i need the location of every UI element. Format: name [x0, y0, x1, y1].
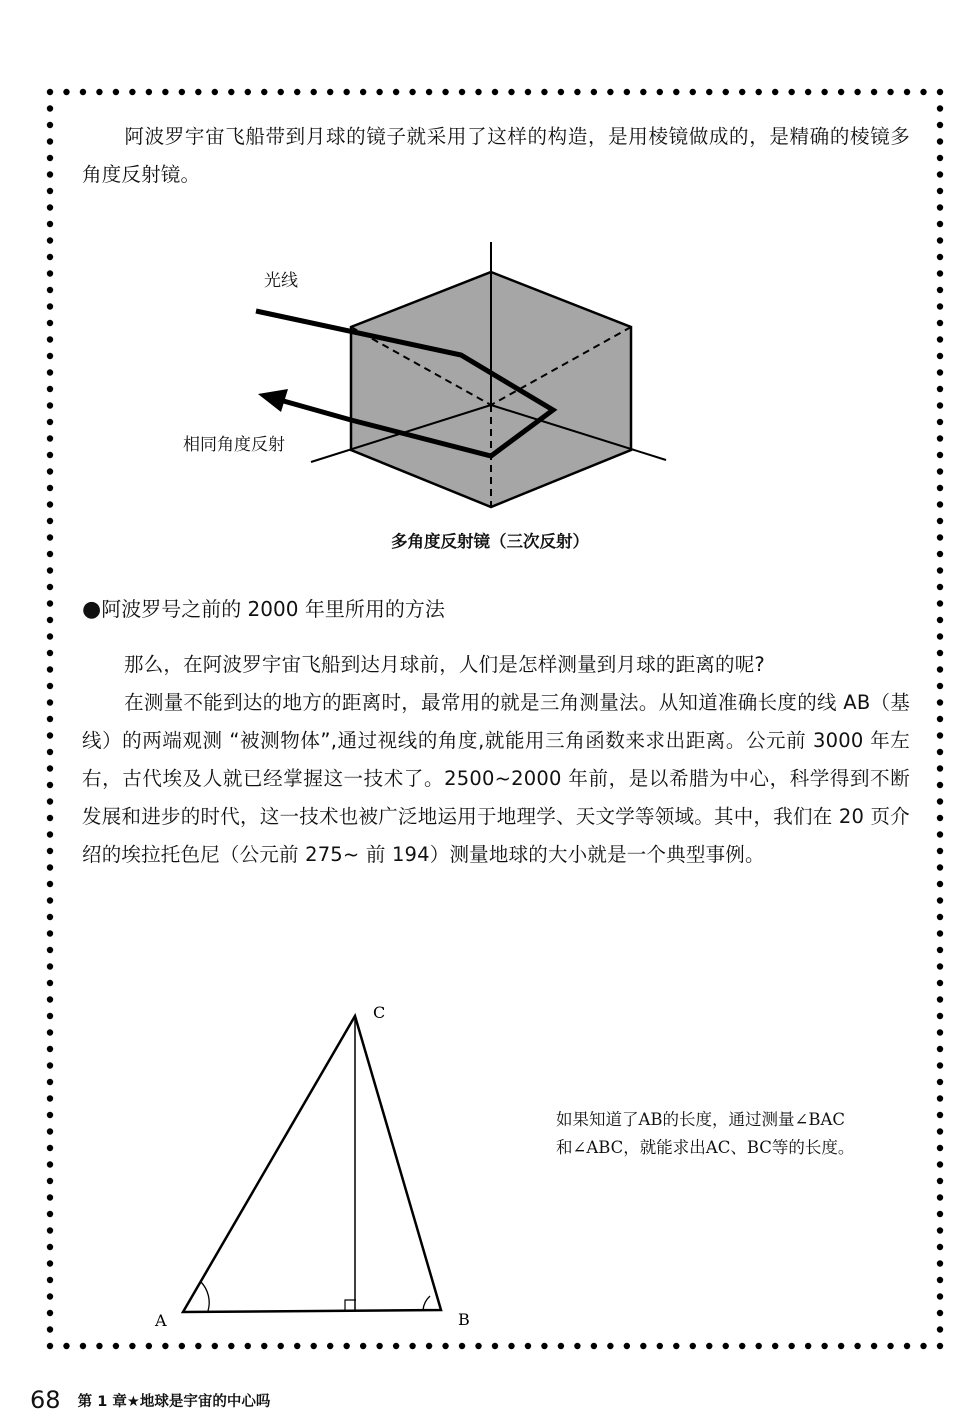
border-dot: [723, 1343, 729, 1349]
border-dot: [937, 105, 943, 111]
border-dot: [261, 1343, 267, 1349]
border-dot: [47, 732, 53, 738]
border-dot: [47, 815, 53, 821]
border-dot: [47, 221, 53, 227]
border-dot: [558, 1343, 564, 1349]
border-dot: [937, 666, 943, 672]
border-dot: [723, 89, 729, 95]
border-dot: [47, 897, 53, 903]
border-dot: [937, 831, 943, 837]
border-dot: [47, 155, 53, 161]
border-dot: [146, 1343, 152, 1349]
border-dot: [278, 1343, 284, 1349]
border-dot: [937, 171, 943, 177]
border-dot: [47, 567, 53, 573]
border-dot: [558, 89, 564, 95]
border-dot: [492, 89, 498, 95]
border-dot: [937, 699, 943, 705]
border-dot: [442, 1343, 448, 1349]
bullet-icon: ●: [82, 597, 102, 622]
border-dot: [541, 1343, 547, 1349]
border-dot: [937, 930, 943, 936]
border-dot: [47, 831, 53, 837]
border-dot: [937, 188, 943, 194]
border-dot: [47, 171, 53, 177]
border-dot: [245, 1343, 251, 1349]
border-dot: [937, 683, 943, 689]
border-dot: [96, 89, 102, 95]
border-dot: [937, 204, 943, 210]
border-dot: [871, 1343, 877, 1349]
border-dot: [47, 798, 53, 804]
border-dot: [327, 1343, 333, 1349]
border-dot: [673, 1343, 679, 1349]
border-dot: [937, 980, 943, 986]
border-dot: [887, 89, 893, 95]
border-dot: [442, 89, 448, 95]
border-dot: [673, 89, 679, 95]
border-dot: [47, 782, 53, 788]
border-dot: [409, 89, 415, 95]
section-heading-text: 阿波罗号之前的 2000 年里所用的方法: [101, 597, 445, 621]
border-dot: [47, 848, 53, 854]
border-dot: [624, 89, 630, 95]
border-dot: [937, 881, 943, 887]
border-dot: [937, 864, 943, 870]
border-dot: [47, 881, 53, 887]
border-dot: [937, 155, 943, 161]
border-dot: [525, 89, 531, 95]
method-paragraph: [82, 684, 910, 874]
border-dot: [838, 89, 844, 95]
border-dot: [937, 89, 943, 95]
intro-paragraph-text: 阿波罗宇宙飞船带到月球的镜子就采用了这样的构造，是用棱镜做成的，是精确的棱镜多角度反射镜。: [82, 125, 910, 186]
border-dot: [80, 89, 86, 95]
border-dot: [887, 1343, 893, 1349]
border-dot: [937, 600, 943, 606]
label-light: 光线: [264, 271, 298, 291]
triangle-note: 如果知道了AB的长度，通过测量∠BAC和∠ABC，就能求出AC、BC等的长度。: [556, 1110, 855, 1157]
border-dot: [706, 89, 712, 95]
border-dot: [937, 749, 943, 755]
border-dot: [937, 947, 943, 953]
border-dot: [47, 864, 53, 870]
border-dot: [805, 89, 811, 95]
border-dot: [47, 600, 53, 606]
border-dot: [937, 782, 943, 788]
border-dot: [195, 1343, 201, 1349]
border-dot: [607, 89, 613, 95]
border-dot: [821, 89, 827, 95]
border-dot: [904, 1343, 910, 1349]
border-dot: [657, 1343, 663, 1349]
border-dot: [245, 89, 251, 95]
border-dot: [212, 89, 218, 95]
border-dot: [574, 1343, 580, 1349]
border-dot: [294, 89, 300, 95]
border-dot: [47, 716, 53, 722]
border-dot: [343, 89, 349, 95]
vertex-c-label: C: [373, 1003, 386, 1022]
border-dot: [360, 1343, 366, 1349]
border-dot: [179, 89, 185, 95]
border-dot: [47, 930, 53, 936]
border-dot: [47, 138, 53, 144]
border-dot: [739, 89, 745, 95]
border-dot: [47, 204, 53, 210]
border-dot: [937, 584, 943, 590]
border-dot: [937, 122, 943, 128]
border-dot: [624, 1343, 630, 1349]
border-dot: [937, 567, 943, 573]
border-dot: [788, 1343, 794, 1349]
border-dot: [508, 89, 514, 95]
border-dot: [47, 105, 53, 111]
border-dot: [772, 1343, 778, 1349]
figure-caption: 多角度反射镜（三次反射）: [391, 532, 589, 551]
border-dot: [47, 89, 53, 95]
border-dot: [821, 1343, 827, 1349]
border-dot: [113, 89, 119, 95]
border-dot: [47, 1343, 53, 1349]
border-dot: [937, 1343, 943, 1349]
border-dot: [162, 89, 168, 95]
question-paragraph: [82, 646, 910, 684]
angle-arc-a: [201, 1282, 209, 1311]
chapter-title: 第 1 章★地球是宇宙的中心吗: [77, 1393, 271, 1410]
border-dot: [47, 666, 53, 672]
border-dot: [294, 1343, 300, 1349]
border-dot: [261, 89, 267, 95]
label-reflect: 相同角度反射: [183, 435, 285, 455]
border-dot: [805, 1343, 811, 1349]
page-number: 68: [30, 1386, 61, 1414]
border-dot: [838, 1343, 844, 1349]
border-dot: [937, 798, 943, 804]
border-dot: [525, 1343, 531, 1349]
border-dot: [937, 633, 943, 639]
border-dot: [63, 89, 69, 95]
border-dot: [47, 947, 53, 953]
border-dot: [47, 963, 53, 969]
border-dot: [47, 650, 53, 656]
border-dot: [228, 89, 234, 95]
border-dot: [937, 765, 943, 771]
question-paragraph-text: 那么，在阿波罗宇宙飞船到达月球前，人们是怎样测量到月球的距离的呢?: [124, 653, 765, 676]
border-dot: [475, 89, 481, 95]
border-dot: [756, 1343, 762, 1349]
border-dot: [591, 1343, 597, 1349]
vertex-b-label: B: [458, 1310, 470, 1329]
border-dot: [376, 1343, 382, 1349]
border-dot: [937, 914, 943, 920]
border-dot: [937, 138, 943, 144]
border-dot: [311, 1343, 317, 1349]
border-dot: [591, 89, 597, 95]
border-dot: [937, 617, 943, 623]
border-dot: [426, 89, 432, 95]
border-dot: [327, 89, 333, 95]
border-dot: [459, 89, 465, 95]
border-dot: [343, 1343, 349, 1349]
border-dot: [657, 89, 663, 95]
border-dot: [47, 584, 53, 590]
border-dot: [212, 1343, 218, 1349]
border-dot: [311, 89, 317, 95]
border-dot: [475, 1343, 481, 1349]
border-dot: [508, 1343, 514, 1349]
border-dot: [640, 89, 646, 95]
border-dot: [937, 650, 943, 656]
border-dot: [937, 732, 943, 738]
border-dot: [129, 1343, 135, 1349]
border-dot: [492, 1343, 498, 1349]
border-dot: [162, 1343, 168, 1349]
border-dot: [937, 221, 943, 227]
angle-arc-b: [423, 1296, 430, 1310]
border-dot: [63, 1343, 69, 1349]
border-dot: [607, 1343, 613, 1349]
border-dot: [920, 1343, 926, 1349]
border-dot: [129, 89, 135, 95]
border-dot: [937, 815, 943, 821]
border-dot: [788, 89, 794, 95]
border-dot: [179, 1343, 185, 1349]
border-dot: [690, 89, 696, 95]
border-dot: [47, 633, 53, 639]
border-dot: [920, 89, 926, 95]
border-dot: [47, 683, 53, 689]
triangle-abc: [183, 1016, 441, 1312]
border-dot: [47, 188, 53, 194]
border-dot: [376, 89, 382, 95]
corner-reflector-figure: [0, 230, 980, 530]
border-dot: [640, 1343, 646, 1349]
triangulation-figure: [0, 1000, 980, 1340]
border-dot: [47, 122, 53, 128]
page-footer: [30, 1386, 270, 1416]
border-dot: [937, 897, 943, 903]
border-dot: [871, 89, 877, 95]
border-dot: [360, 89, 366, 95]
border-dot: [854, 89, 860, 95]
border-dot: [459, 1343, 465, 1349]
border-dot: [228, 1343, 234, 1349]
border-dot: [739, 1343, 745, 1349]
border-dot: [772, 89, 778, 95]
border-dot: [195, 89, 201, 95]
border-dot: [47, 765, 53, 771]
border-dot: [393, 1343, 399, 1349]
border-dot: [393, 89, 399, 95]
intro-paragraph: [82, 118, 910, 194]
border-dot: [690, 1343, 696, 1349]
border-dot: [574, 89, 580, 95]
border-dot: [80, 1343, 86, 1349]
border-dot: [113, 1343, 119, 1349]
border-dot: [146, 89, 152, 95]
border-dot: [409, 1343, 415, 1349]
section-heading: [82, 592, 445, 627]
method-paragraph-text: 在测量不能到达的地方的距离时，最常用的就是三角测量法。从知道准确长度的线 AB（基线）的两端观测 “被测物体”,通过视线的角度,就能用三角函数来求出距离。公元前 3000 年左右，古代埃及人就已经掌握这一技术了。2500~2000 年前，是以希腊为中心，科学得到不断发展和进步的时代，这一技术也被广泛地运用于地理学、天文学等领域。其中，我们在 20 页介绍的埃拉托色尼（公元前 275~ 前 194）测量地球的大小就是一个典型事例。: [82, 691, 910, 866]
border-dot: [47, 980, 53, 986]
border-dot: [96, 1343, 102, 1349]
border-dot: [937, 848, 943, 854]
reflected-ray-arrowhead: [258, 389, 288, 412]
border-dot: [426, 1343, 432, 1349]
border-dot: [854, 1343, 860, 1349]
border-dot: [47, 617, 53, 623]
vertex-a-label: A: [155, 1311, 167, 1330]
border-dot: [47, 914, 53, 920]
border-dot: [47, 749, 53, 755]
border-dot: [937, 716, 943, 722]
border-dot: [937, 963, 943, 969]
border-dot: [904, 89, 910, 95]
border-dot: [706, 1343, 712, 1349]
border-dot: [541, 89, 547, 95]
border-dot: [756, 89, 762, 95]
border-dot: [47, 699, 53, 705]
border-dot: [278, 89, 284, 95]
